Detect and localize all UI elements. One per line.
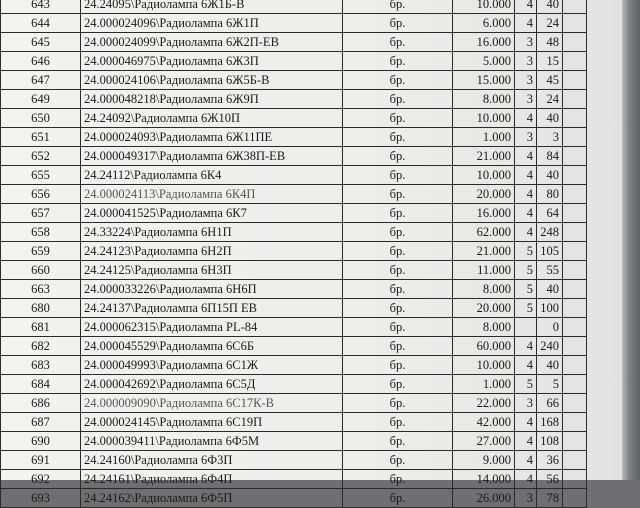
table-row — [1, 261, 587, 280]
pack-cell: 4 — [515, 14, 537, 33]
row-number-cell: 659 — [1, 242, 81, 261]
pack-cell — [515, 318, 537, 337]
unit-cell: бр. — [343, 337, 453, 356]
row-number-cell: 656 — [1, 185, 81, 204]
empty-cell — [563, 128, 587, 147]
item-description-cell: 24.24160\Радиолампа 6Ф3П — [81, 451, 343, 470]
empty-cell — [563, 204, 587, 223]
total-cell: 100 — [537, 299, 563, 318]
item-description-cell: 24.000009090\Радиолампа 6С17К-В — [81, 394, 343, 413]
table-row — [1, 318, 587, 337]
item-description-cell: 24.000033226\Радиолампа 6Н6П — [81, 280, 343, 299]
empty-cell — [563, 14, 587, 33]
pack-cell: 4 — [515, 223, 537, 242]
unit-cell: бр. — [343, 52, 453, 71]
table-row — [1, 0, 587, 14]
table-row — [1, 128, 587, 147]
total-cell: 40 — [537, 109, 563, 128]
empty-cell — [563, 337, 587, 356]
item-description-cell: 24.24137\Радиолампа 6П15П ЕВ — [81, 299, 343, 318]
pack-cell: 4 — [515, 432, 537, 451]
unit-cell: бр. — [343, 299, 453, 318]
empty-cell — [563, 52, 587, 71]
item-description-cell: 24.24112\Радиолампа 6К4 — [81, 166, 343, 185]
unit-cell: бр. — [343, 470, 453, 489]
empty-cell — [563, 242, 587, 261]
row-number-cell: 663 — [1, 280, 81, 299]
row-number-cell: 650 — [1, 109, 81, 128]
quantity-cell: 60.000 — [453, 337, 515, 356]
item-description-cell: 24.000048218\Радиолампа 6Ж9П — [81, 90, 343, 109]
empty-cell — [563, 470, 587, 489]
row-number-cell: 658 — [1, 223, 81, 242]
row-number-cell: 692 — [1, 470, 81, 489]
total-cell: 24 — [537, 90, 563, 109]
unit-cell: бр. — [343, 185, 453, 204]
unit-cell: бр. — [343, 33, 453, 52]
row-number-cell: 680 — [1, 299, 81, 318]
empty-cell — [563, 147, 587, 166]
unit-cell: бр. — [343, 242, 453, 261]
row-number-cell: 693 — [1, 489, 81, 508]
table-row — [1, 413, 587, 432]
total-cell: 24 — [537, 14, 563, 33]
row-number-cell: 683 — [1, 356, 81, 375]
row-number-cell: 646 — [1, 52, 81, 71]
empty-cell — [563, 432, 587, 451]
empty-cell — [563, 489, 587, 508]
total-cell: 56 — [537, 470, 563, 489]
total-cell: 3 — [537, 128, 563, 147]
row-number-cell: 649 — [1, 90, 81, 109]
table-row — [1, 109, 587, 128]
table-row — [1, 166, 587, 185]
row-number-cell: 684 — [1, 375, 81, 394]
total-cell: 248 — [537, 223, 563, 242]
item-description-cell: 24.000024096\Радиолампа 6Ж1П — [81, 14, 343, 33]
quantity-cell: 1.000 — [453, 128, 515, 147]
pack-cell: 3 — [515, 33, 537, 52]
unit-cell: бр. — [343, 147, 453, 166]
item-description-cell: 24.24161\Радиолампа 6Ф4П — [81, 470, 343, 489]
item-description-cell: 24.000049993\Радиолампа 6С1Ж — [81, 356, 343, 375]
unit-cell: бр. — [343, 432, 453, 451]
total-cell: 40 — [537, 280, 563, 299]
item-description-cell: 24.24092\Радиолампа 6Ж10П — [81, 109, 343, 128]
pack-cell: 4 — [515, 470, 537, 489]
row-number-cell: 647 — [1, 71, 81, 90]
empty-cell — [563, 413, 587, 432]
quantity-cell: 20.000 — [453, 299, 515, 318]
item-description-cell: 24.000024145\Радиолампа 6С19П — [81, 413, 343, 432]
empty-cell — [563, 394, 587, 413]
table-row — [1, 71, 587, 90]
total-cell: 108 — [537, 432, 563, 451]
total-cell: 168 — [537, 413, 563, 432]
table-row — [1, 90, 587, 109]
inventory-table-body — [1, 0, 587, 508]
row-number-cell: 660 — [1, 261, 81, 280]
pack-cell: 3 — [515, 52, 537, 71]
table-row — [1, 337, 587, 356]
unit-cell: бр. — [343, 356, 453, 375]
quantity-cell: 10.000 — [453, 356, 515, 375]
empty-cell — [563, 299, 587, 318]
quantity-cell: 1.000 — [453, 375, 515, 394]
row-number-cell: 690 — [1, 432, 81, 451]
pack-cell: 5 — [515, 375, 537, 394]
table-row — [1, 147, 587, 166]
pack-cell: 4 — [515, 185, 537, 204]
table-row — [1, 394, 587, 413]
unit-cell: бр. — [343, 166, 453, 185]
pack-cell: 3 — [515, 394, 537, 413]
total-cell: 64 — [537, 204, 563, 223]
row-number-cell: 681 — [1, 318, 81, 337]
pack-cell: 5 — [515, 280, 537, 299]
row-number-cell: 655 — [1, 166, 81, 185]
quantity-cell: 6.000 — [453, 14, 515, 33]
total-cell: 66 — [537, 394, 563, 413]
quantity-cell: 10.000 — [453, 109, 515, 128]
quantity-cell: 21.000 — [453, 147, 515, 166]
item-description-cell: 24.000024106\Радиолампа 6Ж5Б-В — [81, 71, 343, 90]
pack-cell: 3 — [515, 489, 537, 508]
quantity-cell: 8.000 — [453, 280, 515, 299]
unit-cell: бр. — [343, 375, 453, 394]
pack-cell: 4 — [515, 0, 537, 14]
empty-cell — [563, 223, 587, 242]
pack-cell: 4 — [515, 166, 537, 185]
unit-cell: бр. — [343, 14, 453, 33]
row-number-cell: 652 — [1, 147, 81, 166]
quantity-cell: 14.000 — [453, 470, 515, 489]
total-cell: 78 — [537, 489, 563, 508]
empty-cell — [563, 280, 587, 299]
quantity-cell: 16.000 — [453, 204, 515, 223]
total-cell: 40 — [537, 356, 563, 375]
total-cell: 55 — [537, 261, 563, 280]
table-row — [1, 52, 587, 71]
unit-cell: бр. — [343, 394, 453, 413]
pack-cell: 4 — [515, 337, 537, 356]
total-cell: 5 — [537, 375, 563, 394]
item-description-cell: 24.24095\Радиолампа 6Ж1Б-В — [81, 0, 343, 14]
quantity-cell: 21.000 — [453, 242, 515, 261]
table-row — [1, 14, 587, 33]
quantity-cell: 11.000 — [453, 261, 515, 280]
unit-cell: бр. — [343, 451, 453, 470]
unit-cell: бр. — [343, 90, 453, 109]
quantity-cell: 15.000 — [453, 71, 515, 90]
row-number-cell: 644 — [1, 14, 81, 33]
table-row — [1, 185, 587, 204]
unit-cell: бр. — [343, 109, 453, 128]
empty-cell — [563, 375, 587, 394]
table-row — [1, 299, 587, 318]
unit-cell: бр. — [343, 223, 453, 242]
pack-cell: 3 — [515, 71, 537, 90]
quantity-cell: 27.000 — [453, 432, 515, 451]
pack-cell: 5 — [515, 242, 537, 261]
item-description-cell: 24.33224\Радиолампа 6Н1П — [81, 223, 343, 242]
unit-cell: бр. — [343, 204, 453, 223]
pack-cell: 3 — [515, 90, 537, 109]
unit-cell: бр. — [343, 261, 453, 280]
pack-cell: 4 — [515, 204, 537, 223]
row-number-cell: 687 — [1, 413, 81, 432]
unit-cell: бр. — [343, 318, 453, 337]
table-row — [1, 204, 587, 223]
unit-cell: бр. — [343, 128, 453, 147]
quantity-cell: 22.000 — [453, 394, 515, 413]
quantity-cell: 9.000 — [453, 451, 515, 470]
item-description-cell: 24.000046975\Радиолампа 6Ж3П — [81, 52, 343, 71]
row-number-cell: 657 — [1, 204, 81, 223]
total-cell: 0 — [537, 318, 563, 337]
quantity-cell: 16.000 — [453, 33, 515, 52]
total-cell: 240 — [537, 337, 563, 356]
table-row — [1, 432, 587, 451]
empty-cell — [563, 109, 587, 128]
empty-cell — [563, 261, 587, 280]
item-description-cell: 24.000041525\Радиолампа 6К7 — [81, 204, 343, 223]
pack-cell: 5 — [515, 299, 537, 318]
table-row — [1, 280, 587, 299]
quantity-cell: 10.000 — [453, 0, 515, 14]
row-number-cell: 682 — [1, 337, 81, 356]
row-number-cell: 691 — [1, 451, 81, 470]
pack-cell: 4 — [515, 451, 537, 470]
unit-cell: бр. — [343, 71, 453, 90]
total-cell: 40 — [537, 0, 563, 14]
table-row — [1, 489, 587, 508]
row-number-cell: 645 — [1, 33, 81, 52]
table-row — [1, 33, 587, 52]
quantity-cell: 26.000 — [453, 489, 515, 508]
total-cell: 80 — [537, 185, 563, 204]
empty-cell — [563, 166, 587, 185]
total-cell: 84 — [537, 147, 563, 166]
item-description-cell: 24.000042692\Радиолампа 6С5Д — [81, 375, 343, 394]
pack-cell: 4 — [515, 356, 537, 375]
unit-cell: бр. — [343, 280, 453, 299]
table-row — [1, 375, 587, 394]
empty-cell — [563, 356, 587, 375]
total-cell: 105 — [537, 242, 563, 261]
item-description-cell: 24.000024093\Радиолампа 6Ж11ПЕ — [81, 128, 343, 147]
quantity-cell: 8.000 — [453, 318, 515, 337]
row-number-cell: 643 — [1, 0, 81, 14]
empty-cell — [563, 451, 587, 470]
item-description-cell: 24.000049317\Радиолампа 6Ж38П-ЕВ — [81, 147, 343, 166]
table-row — [1, 451, 587, 470]
table-row — [1, 223, 587, 242]
unit-cell: бр. — [343, 413, 453, 432]
item-description-cell: 24.000039411\Радиолампа 6Ф5М — [81, 432, 343, 451]
row-number-cell: 651 — [1, 128, 81, 147]
background-edge — [622, 0, 640, 480]
total-cell: 40 — [537, 166, 563, 185]
quantity-cell: 62.000 — [453, 223, 515, 242]
empty-cell — [563, 185, 587, 204]
item-description-cell: 24.24162\Радиолампа 6Ф5П — [81, 489, 343, 508]
item-description-cell: 24.000024113\Радиолампа 6К4П — [81, 185, 343, 204]
empty-cell — [563, 318, 587, 337]
unit-cell: бр. — [343, 489, 453, 508]
total-cell: 45 — [537, 71, 563, 90]
pack-cell: 4 — [515, 147, 537, 166]
table-row — [1, 470, 587, 489]
item-description-cell: 24.000062315\Радиолампа PL-84 — [81, 318, 343, 337]
pack-cell: 4 — [515, 109, 537, 128]
pack-cell: 4 — [515, 413, 537, 432]
table-row — [1, 356, 587, 375]
item-description-cell: 24.000024099\Радиолампа 6Ж2П-ЕВ — [81, 33, 343, 52]
empty-cell — [563, 33, 587, 52]
pack-cell: 5 — [515, 261, 537, 280]
empty-cell — [563, 90, 587, 109]
item-description-cell: 24.000045529\Радиолампа 6С6Б — [81, 337, 343, 356]
item-description-cell: 24.24123\Радиолампа 6Н2П — [81, 242, 343, 261]
total-cell: 48 — [537, 33, 563, 52]
item-description-cell: 24.24125\Радиолампа 6Н3П — [81, 261, 343, 280]
row-number-cell: 686 — [1, 394, 81, 413]
quantity-cell: 8.000 — [453, 90, 515, 109]
total-cell: 15 — [537, 52, 563, 71]
total-cell: 36 — [537, 451, 563, 470]
quantity-cell: 5.000 — [453, 52, 515, 71]
pack-cell: 3 — [515, 128, 537, 147]
empty-cell — [563, 71, 587, 90]
table-row — [1, 242, 587, 261]
quantity-cell: 42.000 — [453, 413, 515, 432]
unit-cell: бр. — [343, 0, 453, 14]
empty-cell — [563, 0, 587, 14]
quantity-cell: 20.000 — [453, 185, 515, 204]
quantity-cell: 10.000 — [453, 166, 515, 185]
